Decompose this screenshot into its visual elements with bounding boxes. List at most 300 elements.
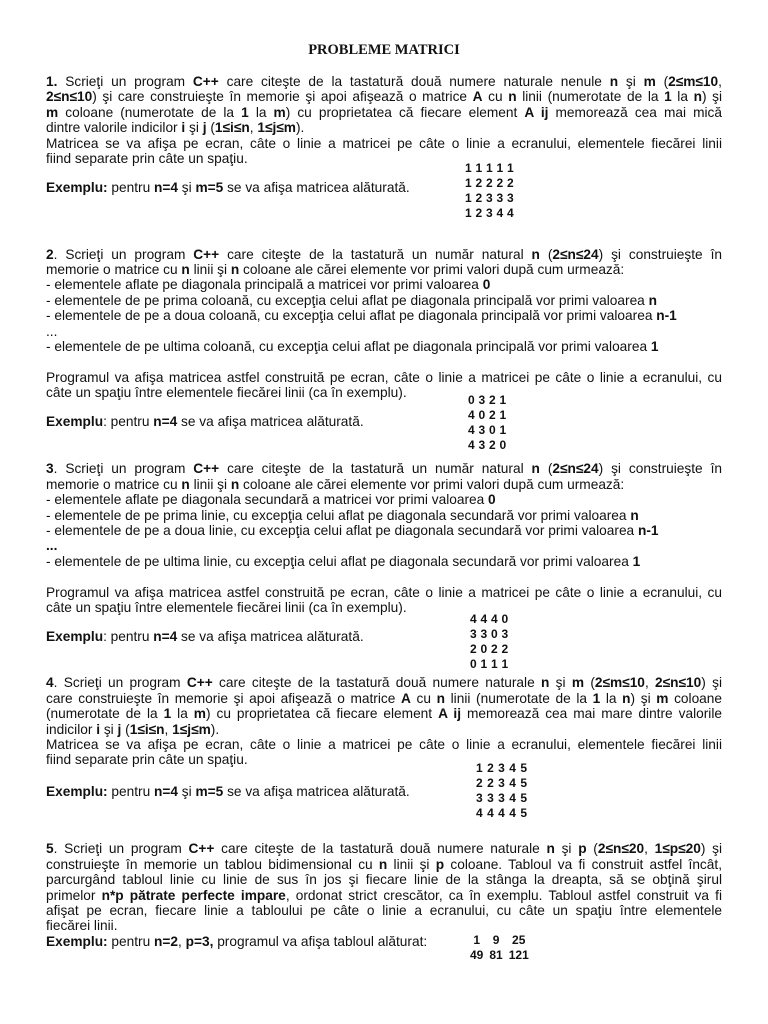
bold-text: n (436, 690, 445, 706)
bold-text: n*p pătrate perfecte impare (101, 887, 286, 903)
problem-2-example-matrix (468, 393, 506, 453)
bold-text: Exemplu: (46, 784, 108, 800)
text: şi (178, 180, 196, 195)
text: fiind separate prin câte un spaţiu. (46, 151, 248, 167)
text: linii şi (189, 261, 231, 277)
text: . Scrieţi un program (53, 461, 194, 477)
text-line (46, 74, 722, 89)
matrix-cell: 0 (478, 407, 486, 422)
text: cu (482, 89, 509, 105)
text: , (178, 933, 186, 949)
bold-text: 0 (482, 277, 491, 293)
text-line (46, 370, 722, 385)
example-line (46, 629, 466, 644)
page-title: PROBLEME MATRICI (308, 42, 460, 58)
matrix-cell: 3 (498, 791, 505, 806)
bold-text: A (401, 690, 411, 706)
text-line (46, 888, 722, 903)
problem-3 (46, 461, 722, 672)
text: dintre valorile indicilor (46, 120, 182, 136)
text: ) şi (701, 675, 723, 691)
bold-text: C++ (186, 675, 213, 691)
bold-text: C++ (188, 841, 215, 857)
text: câte un spaţiu între elementele fiecărei linii (ca în exemplu). (46, 385, 407, 401)
matrix-cell: 2 (501, 642, 509, 657)
bold-text: A ij (438, 706, 462, 722)
problem-5 (46, 841, 723, 963)
bold-text: 3 (46, 461, 54, 477)
text-line (46, 706, 722, 721)
matrix-cell: 1 (501, 657, 509, 672)
text-line (46, 105, 722, 120)
bold-text: 0 (488, 492, 496, 508)
text-line (46, 737, 722, 752)
bold-text: Exemplu (46, 414, 104, 430)
text: memorie o matrice cu (46, 261, 182, 277)
text: Matricea se va afişa pe ecran, câte o linie a matricei pe câte o linie a ecranului, elementele fiecărei linii (46, 736, 722, 752)
problem-5-example (46, 934, 466, 949)
matrix-cell: 1 (485, 160, 493, 175)
bold-text: m (193, 706, 206, 722)
bold-text: 2≤n≤24 (552, 461, 599, 477)
problem-1 (46, 74, 723, 220)
text: : pentru (103, 414, 154, 430)
text: - elementele de pe ultima coloană, cu excepţia celui aflat pe diagonala principală vor primi valoarea (46, 338, 651, 354)
matrix-cell: 3 (478, 422, 486, 437)
bold-text: 1≤j≤m (257, 120, 296, 136)
bold-text: n (531, 461, 540, 477)
text: ) şi (700, 841, 723, 857)
text: - elementele aflate pe diagonala principală a matricei vor primi valoarea (46, 277, 483, 293)
matrix-cell: 3 (506, 190, 514, 205)
text-line (46, 324, 722, 339)
matrix-cell: 3 (470, 627, 477, 642)
matrix-cell: 4 (496, 205, 504, 220)
bold-text: 1≤p≤20 (654, 841, 701, 857)
problem-2-value-rules (46, 277, 722, 354)
problem-4-output-rule (46, 737, 722, 768)
text: ( (121, 721, 130, 737)
bold-text: 2≤n≤10 (46, 89, 93, 105)
bold-text: i (181, 120, 186, 136)
problem-2-example (46, 414, 466, 429)
problem-1-statement (46, 74, 722, 136)
text: - elementele de pe prima coloană, cu excepţia celui aflat pe diagonala principală vor primi valoarea (46, 292, 649, 308)
bold-text: n=2 (154, 933, 178, 949)
bold-text: 2≤n≤24 (552, 246, 599, 262)
text-line (46, 293, 722, 308)
text-line (46, 857, 722, 872)
text-line (46, 339, 722, 354)
matrix-cell: 121 (508, 948, 529, 963)
matrix-cell: 5 (520, 791, 527, 806)
matrix-cell: 4 (490, 612, 498, 627)
text: construieşte în memorie un tablou bidimensional cu (46, 856, 379, 872)
bold-text: 1 (592, 690, 601, 706)
text-line (46, 508, 722, 523)
bold-text: n (648, 292, 657, 308)
text: şi (178, 784, 196, 800)
text-line (46, 477, 722, 492)
matrix-cell: 2 (506, 175, 514, 190)
text: indicilor (46, 721, 97, 737)
text-line (46, 89, 722, 104)
text: linii şi (189, 476, 231, 492)
bold-text: 1 (632, 553, 641, 569)
matrix-cell: 2 (488, 392, 496, 407)
matrix-cell: 2 (496, 175, 504, 190)
matrix-cell: 2 (475, 205, 483, 220)
matrix-cell: 0 (501, 612, 509, 627)
bold-text: n (230, 476, 240, 492)
text: la (171, 706, 194, 722)
text: pentru (107, 933, 155, 949)
text: ) cu proprietatea că fiecare element (285, 104, 525, 120)
text-line (46, 600, 722, 615)
bold-text: n (230, 261, 240, 277)
text-line (46, 752, 722, 767)
matrix-cell: 1 (465, 175, 472, 190)
text: ( (539, 461, 553, 477)
matrix-cell: 3 (476, 791, 483, 806)
text: ). (295, 120, 305, 136)
text: - elementele de pe ultima linie, cu excepţia celui aflat pe diagonala secundară vor primi valoarea (46, 553, 633, 569)
matrix-cell: 3 (501, 627, 509, 642)
matrix-cell: 4 (468, 407, 475, 422)
matrix-cell: 4 (476, 806, 483, 821)
text-line (46, 492, 722, 507)
matrix-cell: 1 (499, 407, 507, 422)
matrix-cell: 3 (498, 761, 505, 776)
text: ). (210, 721, 220, 737)
matrix-cell: 4 (480, 612, 488, 627)
text: ( (206, 120, 215, 136)
bold-text: m (571, 675, 585, 691)
bold-text: n=4 (153, 414, 178, 430)
problem-1-example-matrix (465, 161, 514, 221)
matrix-cell: 1 (465, 205, 472, 220)
matrix-cell: 3 (496, 190, 504, 205)
text: la (671, 89, 694, 105)
text: , ordonat strict crescător, ca în exemplu. Tabloul astfel construit va fi (285, 887, 722, 903)
matrix-cell: 3 (498, 776, 505, 791)
text-line (46, 262, 722, 277)
bold-text: 2≤n≤20 (597, 841, 645, 857)
text-line (46, 722, 722, 737)
matrix-cell: 5 (520, 776, 527, 791)
text: ) şi construieşte în (598, 246, 722, 262)
text-line (46, 151, 722, 166)
matrix-cell: 4 (487, 806, 494, 821)
bold-text: 2≤m≤10 (668, 74, 719, 89)
text: care citeşte de la tastatură două numere naturale nenule (218, 74, 610, 89)
text: se va afişa matricea alăturată. (177, 414, 364, 430)
text: care citeşte de la tastatură un număr natural (219, 246, 532, 262)
bold-text: Exemplu: (46, 933, 108, 949)
text: ) cu proprietatea că fiecare element (205, 706, 439, 722)
matrix-cell: 1 (506, 160, 514, 175)
problem-4-statement (46, 675, 722, 737)
text-line (46, 385, 722, 400)
matrix-cell: 2 (476, 776, 483, 791)
bold-text: m (46, 104, 59, 120)
text: afişat pe ecran, fiecare linie a tabloului pe câte o linie a ecranului, cu câte un spaţiu între elementele (46, 902, 722, 918)
text: Matricea se va afişa pe ecran, câte o linie a matricei pe câte o linie a ecranului, elementele fiecărei linii (46, 135, 722, 151)
problem-3-value-rules (46, 492, 722, 569)
problem-2-statement (46, 247, 722, 278)
matrix-cell: 4 (468, 437, 475, 452)
example-line (46, 180, 466, 195)
text: se va afişa matricea alăturată. (223, 180, 410, 195)
bold-text: 1 (650, 338, 659, 354)
text: - elementele de pe a doua coloană, cu excepţia celui aflat pe diagonala principală vor primi valoarea (46, 308, 657, 324)
matrix-cell: 4 (509, 791, 516, 806)
example-line (46, 784, 466, 799)
problem-4 (46, 675, 723, 821)
matrix-cell: 4 (509, 806, 516, 821)
matrix-cell: 81 (489, 948, 503, 963)
text: memorie o matrice cu (46, 476, 182, 492)
text: ) şi (630, 690, 657, 706)
text: care construieşte în memorie şi apoi afişează o matrice (46, 690, 401, 706)
text: se va afişa matricea alăturată. (223, 784, 410, 800)
text: - elementele aflate pe diagonala secundară a matricei vor primi valoarea (46, 492, 489, 508)
text: coloane ale cărei elemente vor primi valori după cum urmează: (239, 261, 625, 277)
bold-text: 2 (46, 246, 54, 262)
text: memorează cea mai mică (548, 104, 722, 120)
matrix-cell: 4 (509, 761, 516, 776)
text-line (46, 120, 722, 135)
bold-text: n=4 (154, 180, 178, 195)
bold-text: A (472, 89, 483, 105)
matrix-cell: 1 (490, 657, 498, 672)
matrix-cell: 1 (475, 160, 483, 175)
text: cu (410, 690, 437, 706)
matrix-cell: 4 (506, 205, 514, 220)
text: ... (46, 323, 58, 339)
matrix-cell: 3 (485, 205, 493, 220)
matrix-cell: 49 (470, 948, 484, 963)
text: ( (586, 841, 598, 857)
text-line (46, 554, 722, 569)
text: coloane ale cărei elemente vor primi valori după cum urmează: (239, 476, 625, 492)
text-line (46, 461, 722, 476)
bold-text: n (378, 856, 388, 872)
matrix-cell: 0 (480, 642, 488, 657)
bold-text: 1≤i≤n (129, 721, 165, 737)
text: ( (584, 675, 595, 691)
matrix-cell: 4 (509, 776, 516, 791)
matrix-cell: 1 (465, 190, 472, 205)
matrix-cell: 1 (499, 392, 507, 407)
bold-text: p (578, 841, 587, 857)
text: care citeşte de la tastatură două numere naturale (212, 675, 541, 691)
text: ) şi care construieşte în memorie şi apoi afişează o matrice (92, 89, 473, 105)
bold-text: C++ (193, 461, 220, 477)
text-line (46, 136, 722, 151)
text-line (46, 308, 722, 323)
bold-text: p (435, 856, 445, 872)
bold-text: 4 (46, 675, 54, 691)
bold-text: 1≤i≤n (214, 120, 250, 136)
matrix-cell: 2 (485, 175, 493, 190)
bold-text: m (643, 74, 656, 89)
matrix-cell: 0 (490, 627, 498, 642)
bold-text: m (273, 104, 286, 120)
bold-text: i (96, 721, 101, 737)
bold-text: 5 (46, 841, 54, 857)
text-line (46, 918, 722, 933)
text: (numerotate de la (46, 706, 164, 722)
problem-4-example (46, 784, 466, 799)
problem-2 (46, 246, 722, 452)
text: şi (185, 120, 203, 136)
text: şi (100, 721, 118, 737)
text: linii şi (387, 856, 436, 872)
example-line (46, 414, 466, 429)
matrix-cell: 2 (490, 642, 498, 657)
text: ) şi construieşte în (598, 461, 722, 477)
text-line (46, 841, 722, 856)
matrix-cell: 2 (487, 761, 494, 776)
matrix-cell: 25 (512, 933, 526, 948)
bold-text: 1 (163, 706, 172, 722)
matrix-cell: 1 (499, 422, 507, 437)
text-line (46, 675, 722, 690)
matrix-cell: 3 (478, 437, 486, 452)
bold-text: n=4 (154, 784, 178, 800)
matrix-cell: 0 (470, 657, 477, 672)
text: . Scrieţi un program (53, 841, 189, 857)
matrix-cell: 4 (468, 422, 475, 437)
text: Scrieţi un program (57, 74, 193, 89)
matrix-cell: 3 (487, 791, 494, 806)
bold-text: C++ (192, 74, 219, 89)
bold-text: 2≤n≤10 (655, 675, 702, 691)
text: , (718, 74, 722, 89)
text: care citeşte de la tastatură un număr natural (219, 461, 532, 477)
text: şi (554, 841, 579, 857)
matrix-cell: 9 (492, 933, 500, 948)
bold-text: 2≤m≤10 (594, 675, 645, 691)
text: - elementele de pe prima linie, cu excepţia celui aflat pe diagonala secundară vor primi valoarea (46, 507, 631, 523)
matrix-cell: 0 (468, 392, 475, 407)
text: la (600, 690, 623, 706)
text-line (46, 903, 722, 918)
text: la (248, 104, 274, 120)
bold-text: n (693, 89, 702, 105)
text: fiecărei linii. (46, 918, 118, 934)
problem-3-example-matrix (470, 612, 508, 672)
text: , (644, 841, 655, 857)
text: ) şi (701, 89, 723, 105)
bold-text: n (508, 89, 517, 105)
bold-text: n-1 (637, 522, 659, 538)
text: memorează cea mai mare dintre valorile (461, 706, 722, 722)
matrix-cell: 0 (488, 422, 496, 437)
text: linii (numerotate de la (516, 89, 665, 105)
bold-text: j (117, 721, 122, 737)
problem-5-example-matrix (470, 933, 529, 963)
bold-text: 1≤j≤m (172, 721, 211, 737)
text: Programul va afişa matricea astfel construită pe ecran, câte o linie a matricei pe câte o linie a ecranului, cu (46, 584, 722, 600)
matrix-cell: 1 (465, 160, 472, 175)
problem-5-statement (46, 841, 722, 933)
matrix-cell: 3 (480, 627, 488, 642)
text: şi (618, 74, 644, 89)
matrix-cell: 5 (520, 806, 527, 821)
text: . Scrieţi un program (53, 246, 194, 262)
text-line (46, 538, 722, 553)
bold-text: 1 (241, 104, 249, 120)
bold-text: j (202, 120, 207, 136)
problem-1-example (46, 180, 466, 195)
bold-text: Exemplu (46, 629, 104, 645)
text-line (46, 277, 722, 292)
example-line (46, 934, 466, 949)
bold-text: n (181, 476, 190, 492)
text: ( (655, 74, 669, 89)
text: primelor (46, 887, 102, 903)
bold-text: n (531, 246, 540, 262)
bold-text: A ij (524, 104, 549, 120)
matrix-cell: 1 (476, 761, 483, 776)
text: coloane. Tabloul va fi construit astfel încât, (444, 856, 722, 872)
text: care citeşte de la tastatură două numere naturale (214, 841, 547, 857)
text: : pentru (103, 629, 154, 645)
text-line (46, 691, 722, 706)
bold-text: n (181, 261, 190, 277)
problem-3-example (46, 629, 466, 644)
text: pentru (107, 784, 155, 800)
matrix-cell: 2 (470, 642, 477, 657)
matrix-cell: 1 (480, 657, 488, 672)
bold-text: m=5 (195, 180, 224, 195)
bold-text: n (546, 841, 555, 857)
matrix-cell: 4 (470, 612, 477, 627)
bold-text: n (541, 675, 550, 691)
text: ( (539, 246, 553, 262)
bold-text: n (630, 507, 639, 523)
text: - elementele de pe a doua linie, cu excepţia celui aflat pe diagonala secundară vor primi valoarea (46, 522, 638, 538)
text: coloane (numerotate de la (58, 104, 242, 120)
text: pentru (107, 180, 155, 195)
text: câte un spaţiu între elementele fiecărei linii (ca în exemplu). (46, 599, 407, 615)
problem-1-output-rule (46, 136, 722, 167)
matrix-cell: 0 (499, 437, 507, 452)
text: , (249, 120, 258, 136)
matrix-cell: 3 (485, 190, 493, 205)
text-line (46, 523, 722, 538)
bold-text: n-1 (656, 308, 677, 324)
text: şi (549, 675, 572, 691)
bold-text: 1 (664, 89, 672, 105)
matrix-cell: 4 (498, 806, 505, 821)
matrix-cell: 5 (520, 761, 527, 776)
text-line (46, 247, 722, 262)
matrix-cell: 2 (488, 407, 496, 422)
bold-text: m=5 (195, 784, 224, 800)
bold-text: 1. (46, 74, 58, 89)
matrix-cell: 1 (496, 160, 504, 175)
matrix-cell: 2 (475, 175, 483, 190)
text-line (46, 585, 722, 600)
text: parcurgând tabloul linie cu linie de sus în jos şi fiecare linie de la stânga la dreapta, să se obţină şirul (46, 872, 722, 888)
bold-text: n (622, 690, 631, 706)
problem-4-example-matrix (476, 761, 527, 821)
text-line (46, 872, 722, 887)
text: linii (numerotate de la (445, 690, 593, 706)
